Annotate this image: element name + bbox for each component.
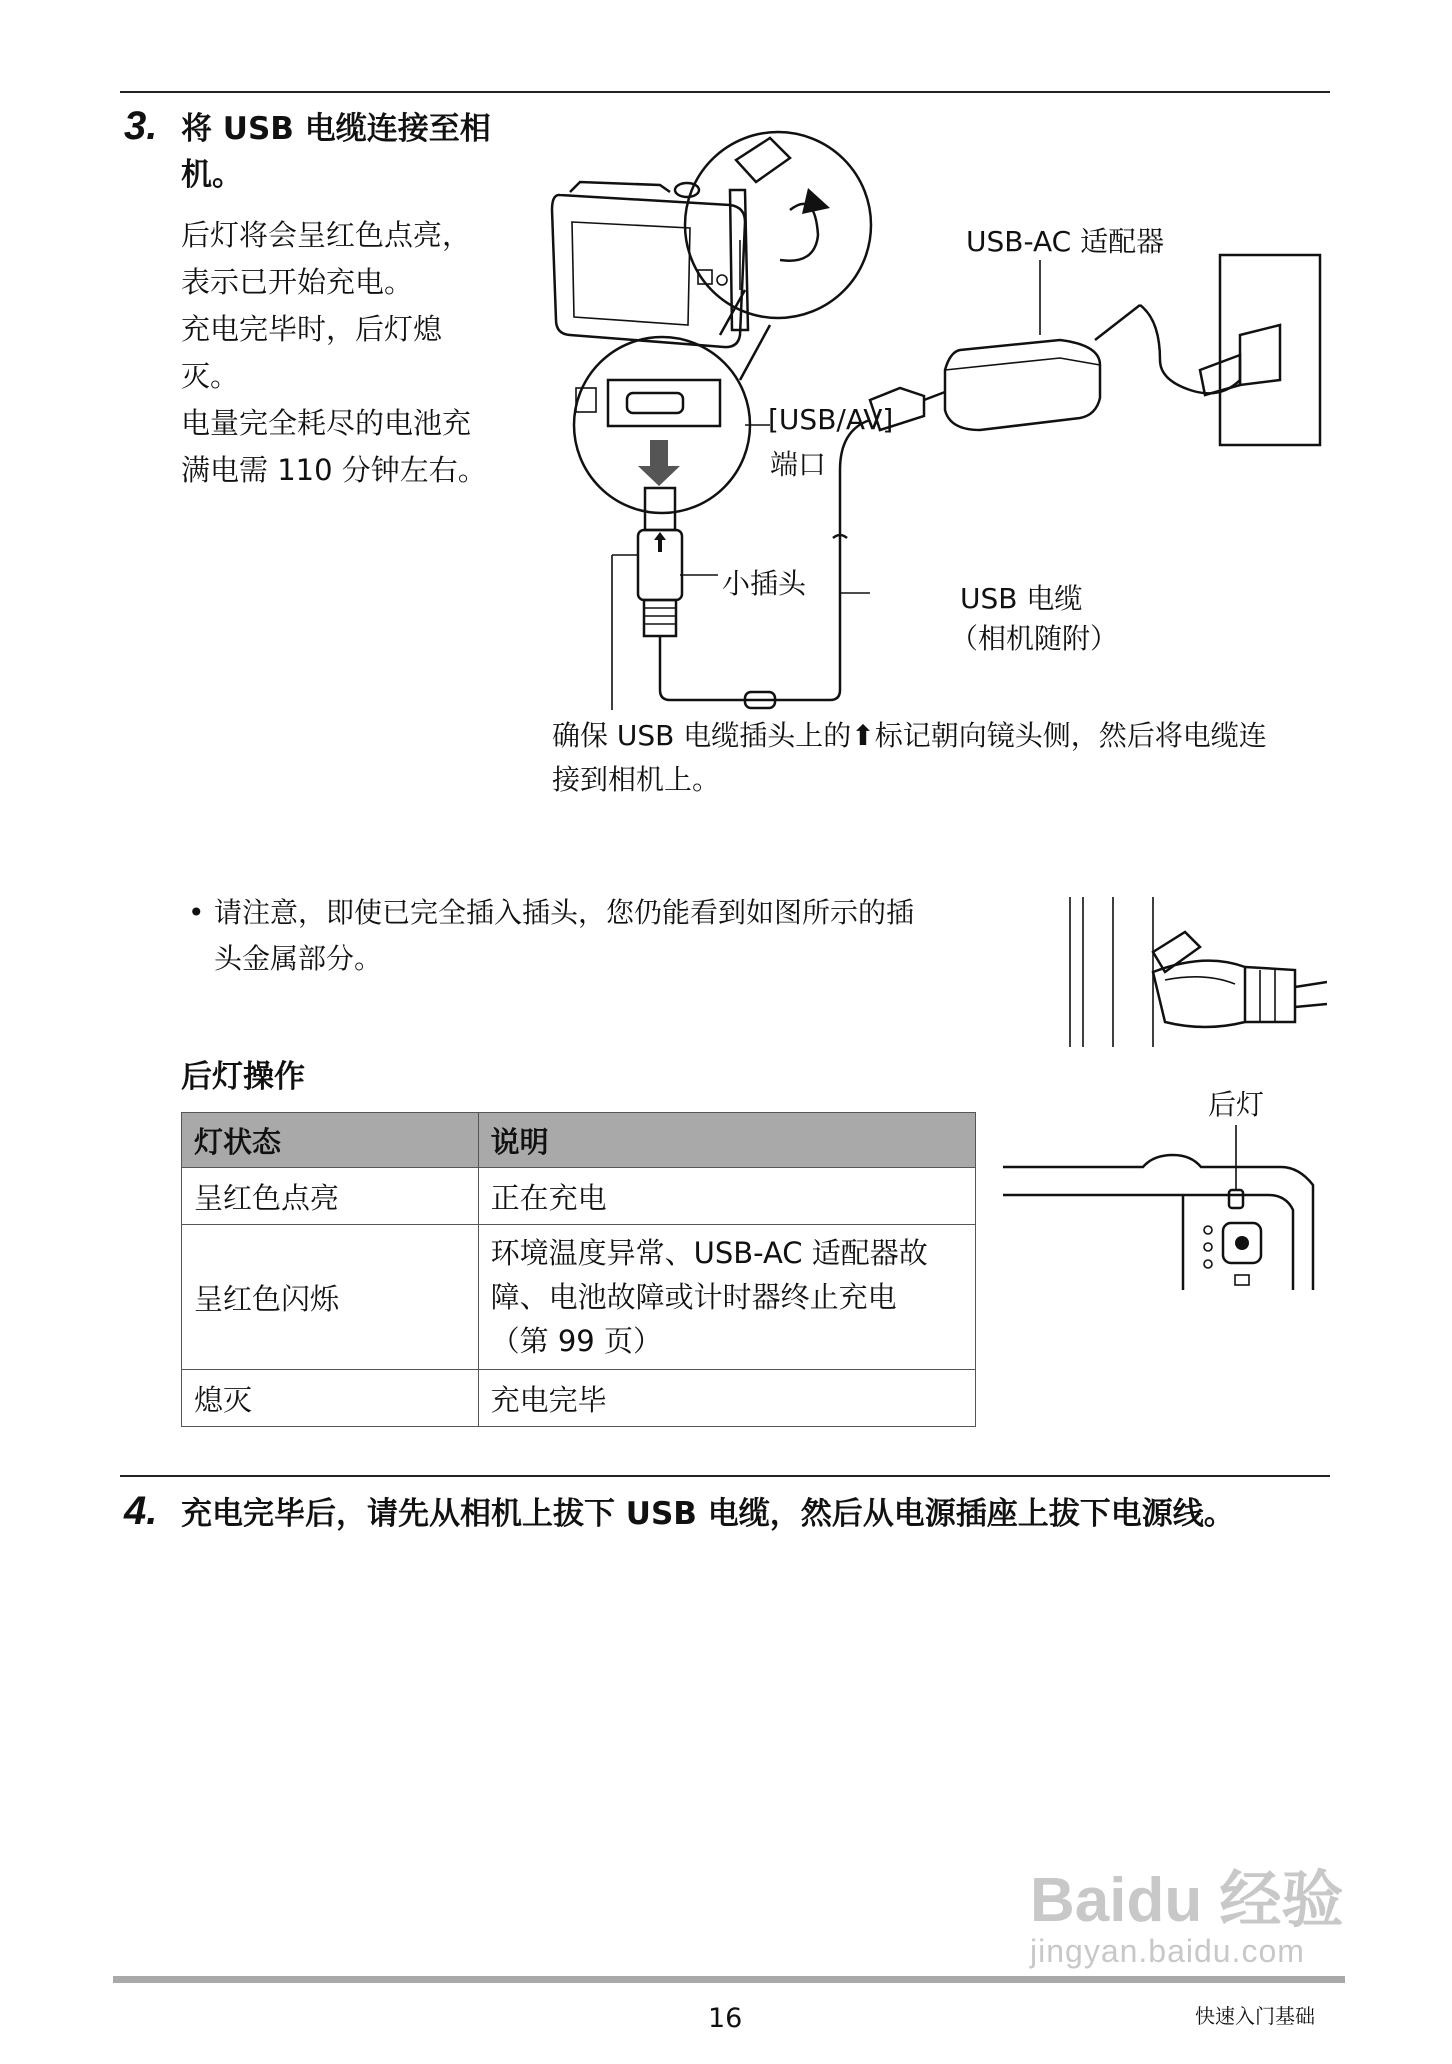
lamp-figure-label: 后灯	[1208, 1088, 1265, 1121]
body-line: 后灯将会呈红色点亮，	[181, 218, 472, 252]
bullet-line2: 头金属部分。	[214, 942, 383, 975]
plug-label: 小插头	[722, 567, 807, 600]
page-number: 16	[708, 2003, 743, 2034]
small-plug	[638, 488, 682, 690]
section-name: 快速入门基础	[1195, 2004, 1315, 2028]
port-label-line1: [USB/AV]	[768, 403, 894, 436]
watermark-url: jingyan.baidu.com	[1030, 1933, 1305, 1969]
baidu-watermark	[1030, 1850, 1343, 1970]
body-line: 满电需 110 分钟左右。	[181, 453, 487, 487]
step-4-number: 4.	[124, 1489, 158, 1533]
arrow-up-icon: ⬆	[851, 719, 875, 752]
watermark-brand: Baidu 经验	[1030, 1866, 1344, 1935]
footer-rule	[113, 1976, 1345, 1983]
adapter-label: USB-AC 适配器	[966, 225, 1165, 258]
port-label-line2: 端口	[770, 448, 827, 481]
table-header-row	[182, 1113, 976, 1168]
usb-port-detail	[574, 337, 750, 513]
top-rule	[120, 91, 1330, 93]
diagram-note-line2: 接到相机上。	[552, 763, 721, 796]
back-lamp-figure	[1003, 1125, 1323, 1295]
lamp-description-cell: 充电完毕	[478, 1370, 975, 1427]
lamp-state-cell: 熄灭	[182, 1370, 479, 1427]
lamp-description-cell	[478, 1225, 975, 1370]
usb-ac-adapter	[870, 305, 1240, 430]
lamp-state-cell: 呈红色闪烁	[182, 1225, 479, 1370]
cable-label-line1: USB 电缆	[960, 582, 1083, 615]
description-line: 障、电池故障或计时器终止充电	[490, 1280, 897, 1314]
cover-open-detail	[685, 132, 871, 330]
column-header-description: 说明	[478, 1113, 975, 1168]
note-text-a: 确保 USB 电缆插头上的	[552, 719, 852, 752]
note-text-b: 标记朝向镜头侧，然后将电缆连	[874, 719, 1267, 752]
bullet-mark: •	[188, 896, 205, 929]
camera-illustration	[552, 182, 745, 347]
wall-outlet	[1200, 255, 1320, 445]
body-line: 表示已开始充电。	[181, 265, 414, 299]
table-row	[182, 1168, 976, 1225]
step-3-title-line2: 机。	[181, 157, 243, 193]
bullet-line1: 请注意，即使已完全插入插头，您仍能看到如图所示的插	[214, 896, 915, 929]
usb-connection-diagram	[540, 130, 1340, 710]
body-line: 充电完毕时，后灯熄	[181, 312, 443, 346]
step-3-body	[181, 212, 487, 494]
step-3-title-line1: 将 USB 电缆连接至相	[181, 111, 491, 147]
description-line: （第 99 页）	[490, 1324, 662, 1358]
description-line: 环境温度异常、USB-AC 适配器故	[490, 1236, 928, 1270]
lamp-heading: 后灯操作	[181, 1059, 305, 1095]
table-row	[182, 1370, 976, 1427]
table-row	[182, 1225, 976, 1370]
step-3-number: 3.	[124, 104, 158, 148]
lamp-description-cell: 正在充电	[478, 1168, 975, 1225]
step-4-rule	[120, 1475, 1330, 1477]
plug-metal-closeup	[1065, 892, 1327, 1052]
step-4-text: 充电完毕后，请先从相机上拔下 USB 电缆，然后从电源插座上拔下电源线。	[181, 1496, 1235, 1532]
body-line: 电量完全耗尽的电池充	[181, 406, 472, 440]
body-line: 灭。	[181, 359, 240, 393]
diagram-note-line1	[552, 714, 1267, 758]
cable-label-line2: （相机随附）	[950, 622, 1119, 655]
lamp-status-table	[181, 1112, 976, 1427]
lamp-state-cell: 呈红色点亮	[182, 1168, 479, 1225]
column-header-state: 灯状态	[182, 1113, 479, 1168]
